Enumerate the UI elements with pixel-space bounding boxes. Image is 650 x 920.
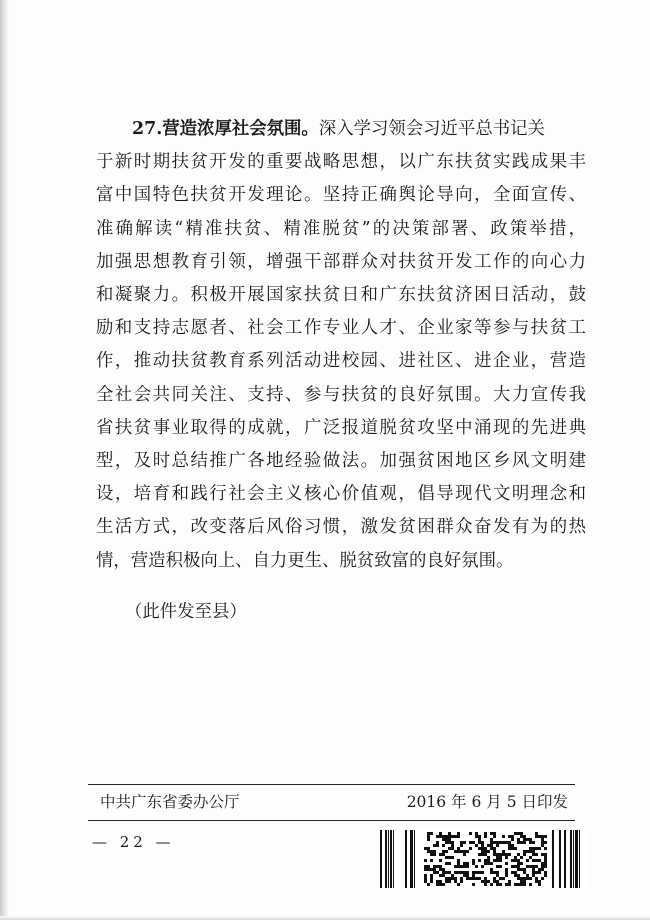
issuing-office: 中共广东省委办公厅 bbox=[100, 793, 240, 811]
paragraph-first-line bbox=[96, 113, 586, 146]
scan-shadow-left bbox=[0, 0, 9, 920]
paragraph-line: 型，及时总结推广各地经验做法。加强贫困地区乡风文明建 bbox=[96, 451, 586, 472]
page-number: — 22 — bbox=[92, 833, 175, 851]
scan-shadow-bottom bbox=[0, 916, 650, 920]
distribution-note: （此件发至县） bbox=[125, 602, 247, 622]
paragraph-line: 和凝聚力。积极开展国家扶贫日和广东扶贫济困日活动，鼓 bbox=[96, 285, 586, 306]
paragraph-line: 深入学习领会习近平总书记关 bbox=[318, 119, 545, 139]
paragraph-line: 准确解读“精准扶贫、精准脱贫”的决策部署、政策举措， bbox=[96, 218, 586, 239]
paragraph-line: 励和支持志愿者、社会工作专业人才、企业家等参与扶贫工 bbox=[96, 318, 586, 339]
barcode-stamp bbox=[378, 828, 588, 890]
section-number: 27. bbox=[132, 119, 163, 139]
paragraph-line: 全社会共同关注、支持、参与扶贫的良好氛围。大力宣传我 bbox=[96, 384, 586, 405]
paragraph-line: 省扶贫事业取得的成就，广泛报道脱贫攻坚中涌现的先进典 bbox=[96, 417, 586, 438]
footer-rule-top bbox=[88, 784, 575, 785]
print-date: 2016 年 6 月 5 日印发 bbox=[406, 793, 568, 811]
section-heading: 营造浓厚社会氛围。 bbox=[162, 119, 319, 139]
section-27-paragraph bbox=[96, 113, 586, 578]
paragraph-line: 生活方式，改变落后风俗习惯，激发贫困群众奋发有为的热 bbox=[96, 517, 586, 538]
paragraph-line: 设，培育和践行社会主义核心价值观，倡导现代文明理念和 bbox=[96, 484, 586, 505]
paragraph-last-line: 情，营造积极向上、自力更生、脱贫致富的良好氛围。 bbox=[96, 550, 514, 571]
paragraph-line: 富中国特色扶贫开发理论。坚持正确舆论导向，全面宣传、 bbox=[96, 185, 586, 206]
paragraph-line: 加强思想教育引领，增强干部群众对扶贫开发工作的向心力 bbox=[96, 251, 586, 272]
paragraph-line: 作，推动扶贫教育系列活动进校园、进社区、进企业，营造 bbox=[96, 351, 586, 372]
paragraph-line: 于新时期扶贫开发的重要战略思想，以广东扶贫实践成果丰 bbox=[96, 152, 586, 173]
footer-rule-bottom bbox=[88, 820, 575, 821]
